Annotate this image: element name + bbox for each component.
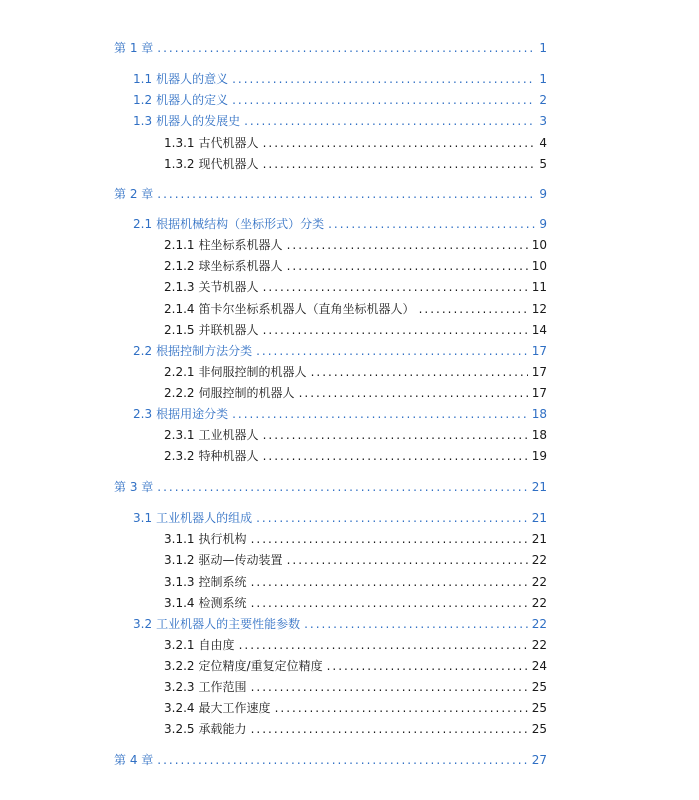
entry-number: 2.3.2 [164,449,195,463]
toc-subsection-entry[interactable] [164,574,547,590]
dot-leader [251,574,528,590]
page-number: 9 [539,217,547,231]
page-number: 22 [531,638,547,652]
dot-leader [287,552,528,568]
page-number: 10 [531,238,547,252]
entry-number: 2.1.1 [164,238,195,252]
dot-leader [251,595,528,611]
dot-leader [157,186,535,202]
page-number: 14 [531,323,547,337]
entry-number: 2.1 [133,217,153,231]
entry-title: 机器人的定义 [156,93,229,107]
dot-leader [239,637,528,653]
toc-section-entry[interactable] [133,406,547,422]
dot-leader [244,113,535,129]
dot-leader [263,156,536,172]
dot-leader [311,364,528,380]
entry-title: 关节机器人 [198,280,259,294]
entry-title: 根据用途分类 [156,407,229,421]
entry-number: 1.1 [133,72,153,86]
toc-subsection-entry[interactable] [164,427,547,443]
page-number: 5 [539,157,547,171]
entry-number: 1.2 [133,93,153,107]
entry-number: 2.2.1 [164,365,195,379]
dot-leader [304,616,528,632]
page-number: 22 [531,575,547,589]
entry-number: 1.3 [133,114,153,128]
dot-leader [157,40,535,56]
toc-subsection-entry[interactable] [164,658,547,674]
entry-number: 2.3.1 [164,428,195,442]
entry-number: 3.2 [133,617,153,631]
dot-leader [299,385,528,401]
entry-number: 第 1 章 [114,41,154,55]
entry-number: 3.1.2 [164,553,195,567]
page-number: 17 [531,386,547,400]
dot-leader [157,752,527,768]
entry-number: 3.1.4 [164,596,195,610]
entry-number: 2.1.3 [164,280,195,294]
toc-subsection-entry[interactable] [164,595,547,611]
entry-number: 3.1.1 [164,532,195,546]
page-number: 21 [531,511,547,525]
entry-title: 根据控制方法分类 [156,344,253,358]
entry-title: 工业机器人的主要性能参数 [156,617,301,631]
entry-number: 第 4 章 [114,753,154,767]
entry-number: 3.1 [133,511,153,525]
toc-subsection-entry[interactable] [164,301,547,317]
entry-title: 古代机器人 [198,136,259,150]
dot-leader [256,343,528,359]
entry-title: 工作范围 [198,680,247,694]
entry-title: 球坐标系机器人 [198,259,283,273]
dot-leader [287,258,528,274]
entry-title: 机器人的发展史 [156,114,241,128]
toc-subsection-entry[interactable] [164,448,547,464]
dot-leader [232,71,535,87]
dot-leader [275,700,528,716]
toc-section-entry[interactable] [133,92,547,108]
toc-subsection-entry[interactable] [164,700,547,716]
entry-title: 并联机器人 [198,323,259,337]
page-number: 2 [539,93,547,107]
toc-chapter-entry[interactable] [114,40,547,56]
page-number: 1 [539,41,547,55]
dot-leader [256,510,528,526]
page-number: 22 [531,617,547,631]
toc-subsection-entry[interactable] [164,531,547,547]
toc-section-entry[interactable] [133,616,547,632]
entry-number: 2.2.2 [164,386,195,400]
entry-title: 笛卡尔坐标系机器人（直角坐标机器人） [198,302,415,316]
toc-subsection-entry[interactable] [164,322,547,338]
dot-leader [419,301,528,317]
dot-leader [232,406,528,422]
dot-leader [263,135,536,151]
page-number: 4 [539,136,547,150]
page-number: 19 [531,449,547,463]
toc-subsection-entry[interactable] [164,156,547,172]
toc-section-entry[interactable] [133,71,547,87]
toc-subsection-entry[interactable] [164,258,547,274]
page-number: 18 [531,407,547,421]
toc-subsection-entry[interactable] [164,237,547,253]
entry-title: 柱坐标系机器人 [198,238,283,252]
page-number: 1 [539,72,547,86]
page-number: 27 [531,753,547,767]
entry-title: 工业机器人 [198,428,259,442]
entry-title: 特种机器人 [198,449,259,463]
dot-leader [251,679,528,695]
dot-leader [263,448,528,464]
entry-number: 2.1.2 [164,259,195,273]
dot-leader [263,322,528,338]
entry-title: 工业机器人的组成 [156,511,253,525]
toc-section-entry[interactable] [133,343,547,359]
toc-chapter-entry[interactable] [114,186,547,202]
dot-leader [251,721,528,737]
entry-title: 根据机械结构（坐标形式）分类 [156,217,325,231]
page-number: 25 [531,701,547,715]
entry-number: 3.1.3 [164,575,195,589]
entry-number: 3.2.3 [164,680,195,694]
entry-title: 机器人的意义 [156,72,229,86]
entry-number: 1.3.2 [164,157,195,171]
entry-number: 3.2.1 [164,638,195,652]
dot-leader [287,237,528,253]
toc-chapter-entry[interactable] [114,479,547,495]
toc-subsection-entry[interactable] [164,135,547,151]
page-number: 25 [531,722,547,736]
toc-subsection-entry[interactable] [164,364,547,380]
toc-subsection-entry[interactable] [164,721,547,737]
toc-section-entry[interactable] [133,510,547,526]
page-number: 22 [531,596,547,610]
entry-title: 执行机构 [198,532,247,546]
dot-leader [263,427,528,443]
entry-number: 第 2 章 [114,187,154,201]
entry-title: 驱动—传动装置 [198,553,283,567]
entry-number: 2.1.4 [164,302,195,316]
entry-number: 2.2 [133,344,153,358]
page-number: 3 [539,114,547,128]
entry-title: 非伺服控制的机器人 [198,365,307,379]
entry-title: 检测系统 [198,596,247,610]
page-number: 25 [531,680,547,694]
page-number: 17 [531,365,547,379]
entry-title: 控制系统 [198,575,247,589]
page-number: 12 [531,302,547,316]
entry-number: 2.1.5 [164,323,195,337]
dot-leader [251,531,528,547]
entry-title: 自由度 [198,638,235,652]
dot-leader [328,216,535,232]
entry-title: 最大工作速度 [198,701,271,715]
page-number: 10 [531,259,547,273]
entry-number: 1.3.1 [164,136,195,150]
page-number: 9 [539,187,547,201]
entry-title: 定位精度/重复定位精度 [198,659,323,673]
page-number: 21 [531,480,547,494]
page-number: 11 [531,280,547,294]
page-number: 21 [531,532,547,546]
entry-title: 承载能力 [198,722,247,736]
page-number: 18 [531,428,547,442]
toc-section-entry[interactable] [133,216,547,232]
dot-leader [232,92,535,108]
dot-leader [263,279,528,295]
dot-leader [157,479,527,495]
page-number: 17 [531,344,547,358]
page-number: 24 [531,659,547,673]
toc-subsection-entry[interactable] [164,385,547,401]
entry-number: 第 3 章 [114,480,154,494]
toc-subsection-entry[interactable] [164,679,547,695]
toc-section-entry[interactable] [133,113,547,129]
dot-leader [327,658,528,674]
entry-number: 3.2.4 [164,701,195,715]
toc-subsection-entry[interactable] [164,279,547,295]
toc-subsection-entry[interactable] [164,637,547,653]
entry-title: 伺服控制的机器人 [198,386,295,400]
toc-chapter-entry[interactable] [114,752,547,768]
page-number: 22 [531,553,547,567]
entry-number: 3.2.2 [164,659,195,673]
toc-subsection-entry[interactable] [164,552,547,568]
entry-number: 3.2.5 [164,722,195,736]
entry-number: 2.3 [133,407,153,421]
entry-title: 现代机器人 [198,157,259,171]
